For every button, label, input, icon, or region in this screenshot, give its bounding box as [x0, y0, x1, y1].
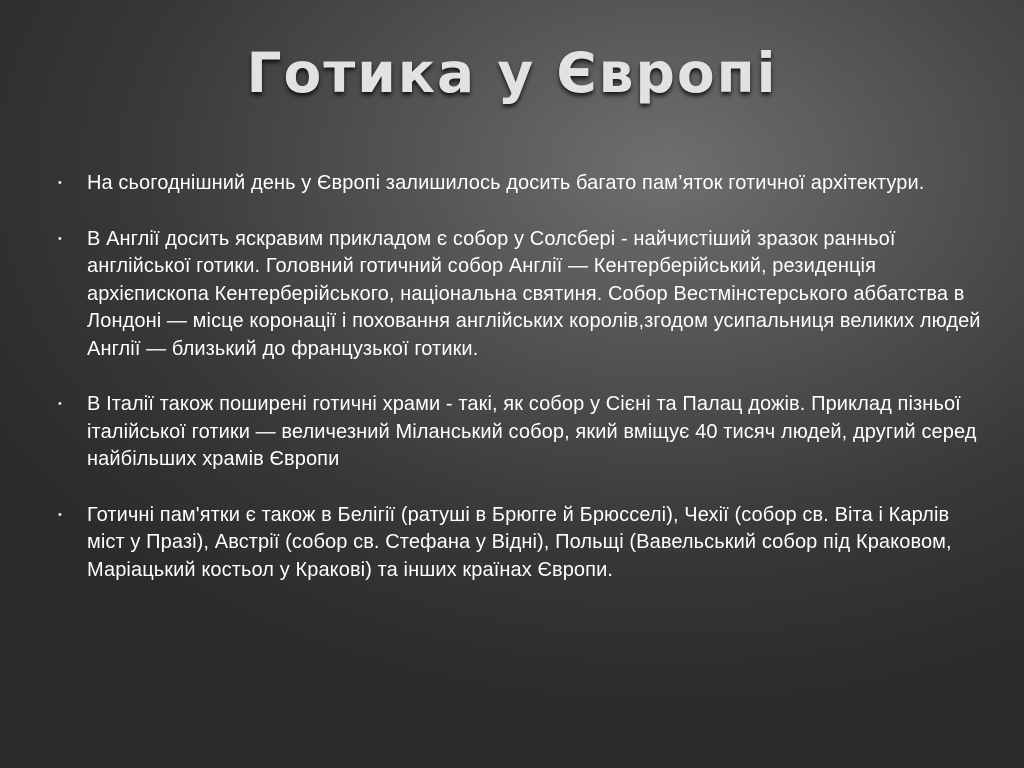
bullet-item — [58, 170, 988, 198]
bullet-dot-icon: • — [58, 177, 62, 189]
bullet-text: В Італії також поширені готичні храми - такі, як собор у Сієні та Палац дожів. Приклад пізньої італійської готики — величезний Міланський собор, який вміщує 40 тисяч людей, другий серед найбільших храмів Європи — [87, 393, 977, 470]
bullet-list — [58, 170, 988, 612]
bullet-text: На сьогоднішний день у Європі залишилось досить багато пам’яток готичної архітектури. — [87, 172, 925, 194]
bullet-item — [58, 391, 988, 474]
bullet-item — [58, 226, 988, 364]
bullet-dot-icon: • — [58, 398, 62, 410]
bullet-item — [58, 502, 988, 585]
bullet-text: В Англії досить яскравим прикладом є собор у Солсбері - найчистіший зразок ранньої англійської готики. Головний готичний собор Англії — Кентерберійський, резиденція архієпископа Кентерберійського, національна святиня. Собор Вестмінстерського аббатства в Лондоні — місце коронації і поховання англійських королів,згодом усипальниця великих людей Англії — близький до французької готики. — [87, 227, 981, 360]
bullet-dot-icon: • — [58, 508, 62, 521]
bullet-text: Готичні пам'ятки є також в Белігії (ратуші в Брюгге й Брюсселі), Чехії (собор св. Віта і Карлів міст у Празі), Австрії (собор св. Стефана у Відні), Польщі (Вавельський собор під Краковом, Маріацький костьол у Кракові) та інших країнах Європи. — [87, 503, 952, 581]
bullet-dot-icon: • — [58, 232, 62, 245]
slide-title: Готика у Європі — [246, 41, 778, 105]
